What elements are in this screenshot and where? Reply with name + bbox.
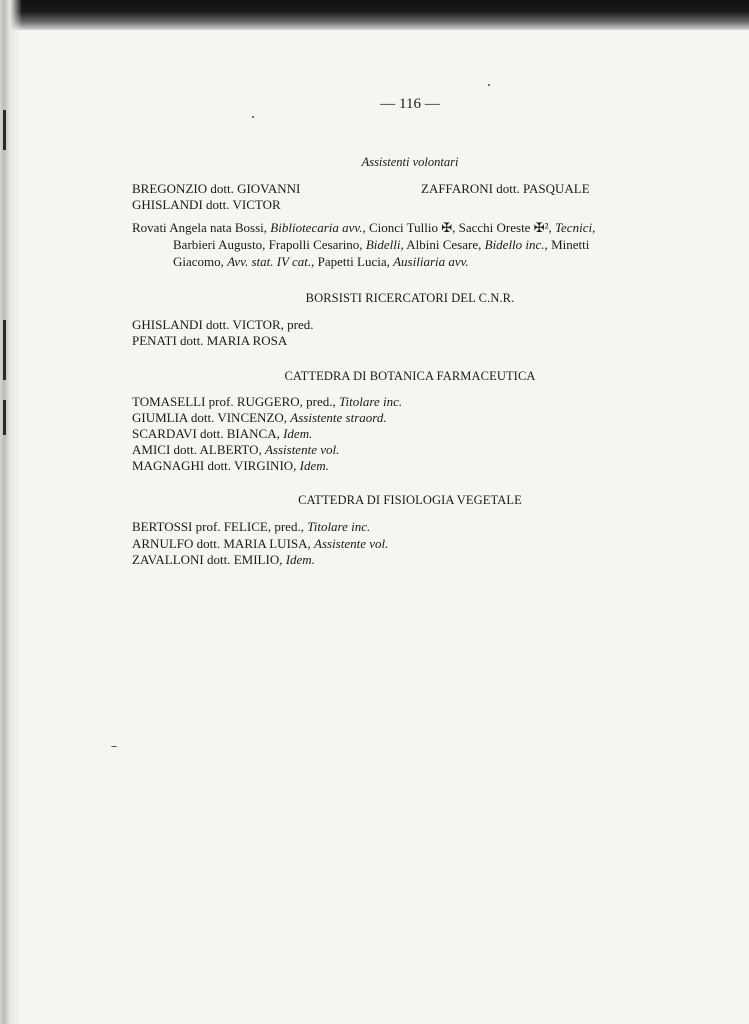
scan-left-edge	[0, 0, 22, 1024]
person-name: MAGNAGHI dott. VIRGINIO,	[132, 458, 300, 473]
page-number: — 116 —	[380, 96, 440, 112]
person-entry	[132, 518, 370, 535]
person-entry	[132, 393, 402, 410]
person-entry	[132, 425, 312, 442]
speck	[111, 746, 117, 747]
section-heading-assistenti-volontari: Assistenti volontari	[361, 155, 459, 169]
person-name: AMICI dott. ALBERTO,	[132, 442, 265, 457]
staff-role: Tecnici,	[555, 220, 596, 235]
person-name: PENATI dott. MARIA ROSA	[132, 333, 288, 348]
person-name: GHISLANDI dott. VICTOR, pred.	[132, 317, 314, 332]
person-entry	[132, 332, 287, 349]
section-heading-fisiologia: CATTEDRA DI FISIOLOGIA VEGETALE	[298, 493, 522, 507]
assistant-name: GHISLANDI dott. VICTOR	[132, 197, 281, 212]
staff-role: Bidelli,	[365, 237, 404, 252]
speck	[488, 84, 490, 86]
person-entry	[132, 409, 387, 426]
staff-name: Barbieri Augusto, Frapolli Cesarino,	[173, 237, 366, 252]
person-entry	[132, 457, 329, 474]
person-role: Idem.	[285, 552, 315, 567]
staff-name: Minetti	[547, 237, 590, 252]
binding-mark	[3, 320, 6, 380]
person-entry	[132, 441, 339, 458]
staff-role: Avv. stat. IV cat.,	[227, 254, 315, 269]
staff-role: Ausiliaria avv.	[393, 254, 469, 269]
person-role: Assistente straord.	[290, 410, 387, 425]
person-name: TOMASELLI prof. RUGGERO, pred.,	[132, 394, 340, 409]
staff-paragraph	[132, 219, 684, 270]
staff-name: Papetti Lucia,	[314, 254, 394, 269]
person-role: Titolare inc.	[339, 394, 403, 409]
section-heading-botanica: CATTEDRA DI BOTANICA FARMACEUTICA	[284, 369, 536, 383]
binding-mark	[3, 110, 6, 150]
person-name: GIUMLIA dott. VINCENZO,	[132, 410, 291, 425]
person-entry	[132, 535, 388, 552]
staff-paragraph-line	[132, 236, 684, 253]
person-name: ZAVALLONI dott. EMILIO,	[132, 552, 286, 567]
person-name: SCARDAVI dott. BIANCA,	[132, 426, 284, 441]
staff-paragraph-line	[132, 253, 684, 270]
staff-name: Cionci Tullio ✠, Sacchi Oreste ✠²,	[365, 220, 555, 235]
person-role: Assistente vol.	[264, 442, 340, 457]
binding-mark	[3, 400, 6, 435]
staff-name: Giacomo,	[173, 254, 228, 269]
person-name: ARNULFO dott. MARIA LUISA,	[132, 536, 315, 551]
assistant-name: ZAFFARONI dott. PASQUALE	[421, 181, 590, 196]
person-entry	[132, 551, 315, 568]
person-role: Assistente vol.	[314, 536, 389, 551]
staff-role: Bidello inc.,	[484, 237, 548, 252]
section-heading-borsisti: BORSISTI RICERCATORI DEL C.N.R.	[305, 291, 515, 305]
scan-top-edge	[0, 0, 749, 30]
person-name: BERTOSSI prof. FELICE, pred.,	[132, 519, 308, 534]
person-role: Idem.	[299, 458, 329, 473]
staff-role: Bibliotecaria avv.,	[270, 220, 366, 235]
person-entry	[132, 316, 314, 333]
person-role: Titolare inc.	[307, 519, 371, 534]
speck	[252, 116, 254, 118]
staff-name: Rovati Angela nata Bossi,	[132, 220, 271, 235]
person-role: Idem.	[283, 426, 313, 441]
staff-paragraph-line	[132, 219, 684, 236]
assistant-name: BREGONZIO dott. GIOVANNI	[132, 181, 301, 196]
staff-name: Albini Cesare,	[403, 237, 485, 252]
